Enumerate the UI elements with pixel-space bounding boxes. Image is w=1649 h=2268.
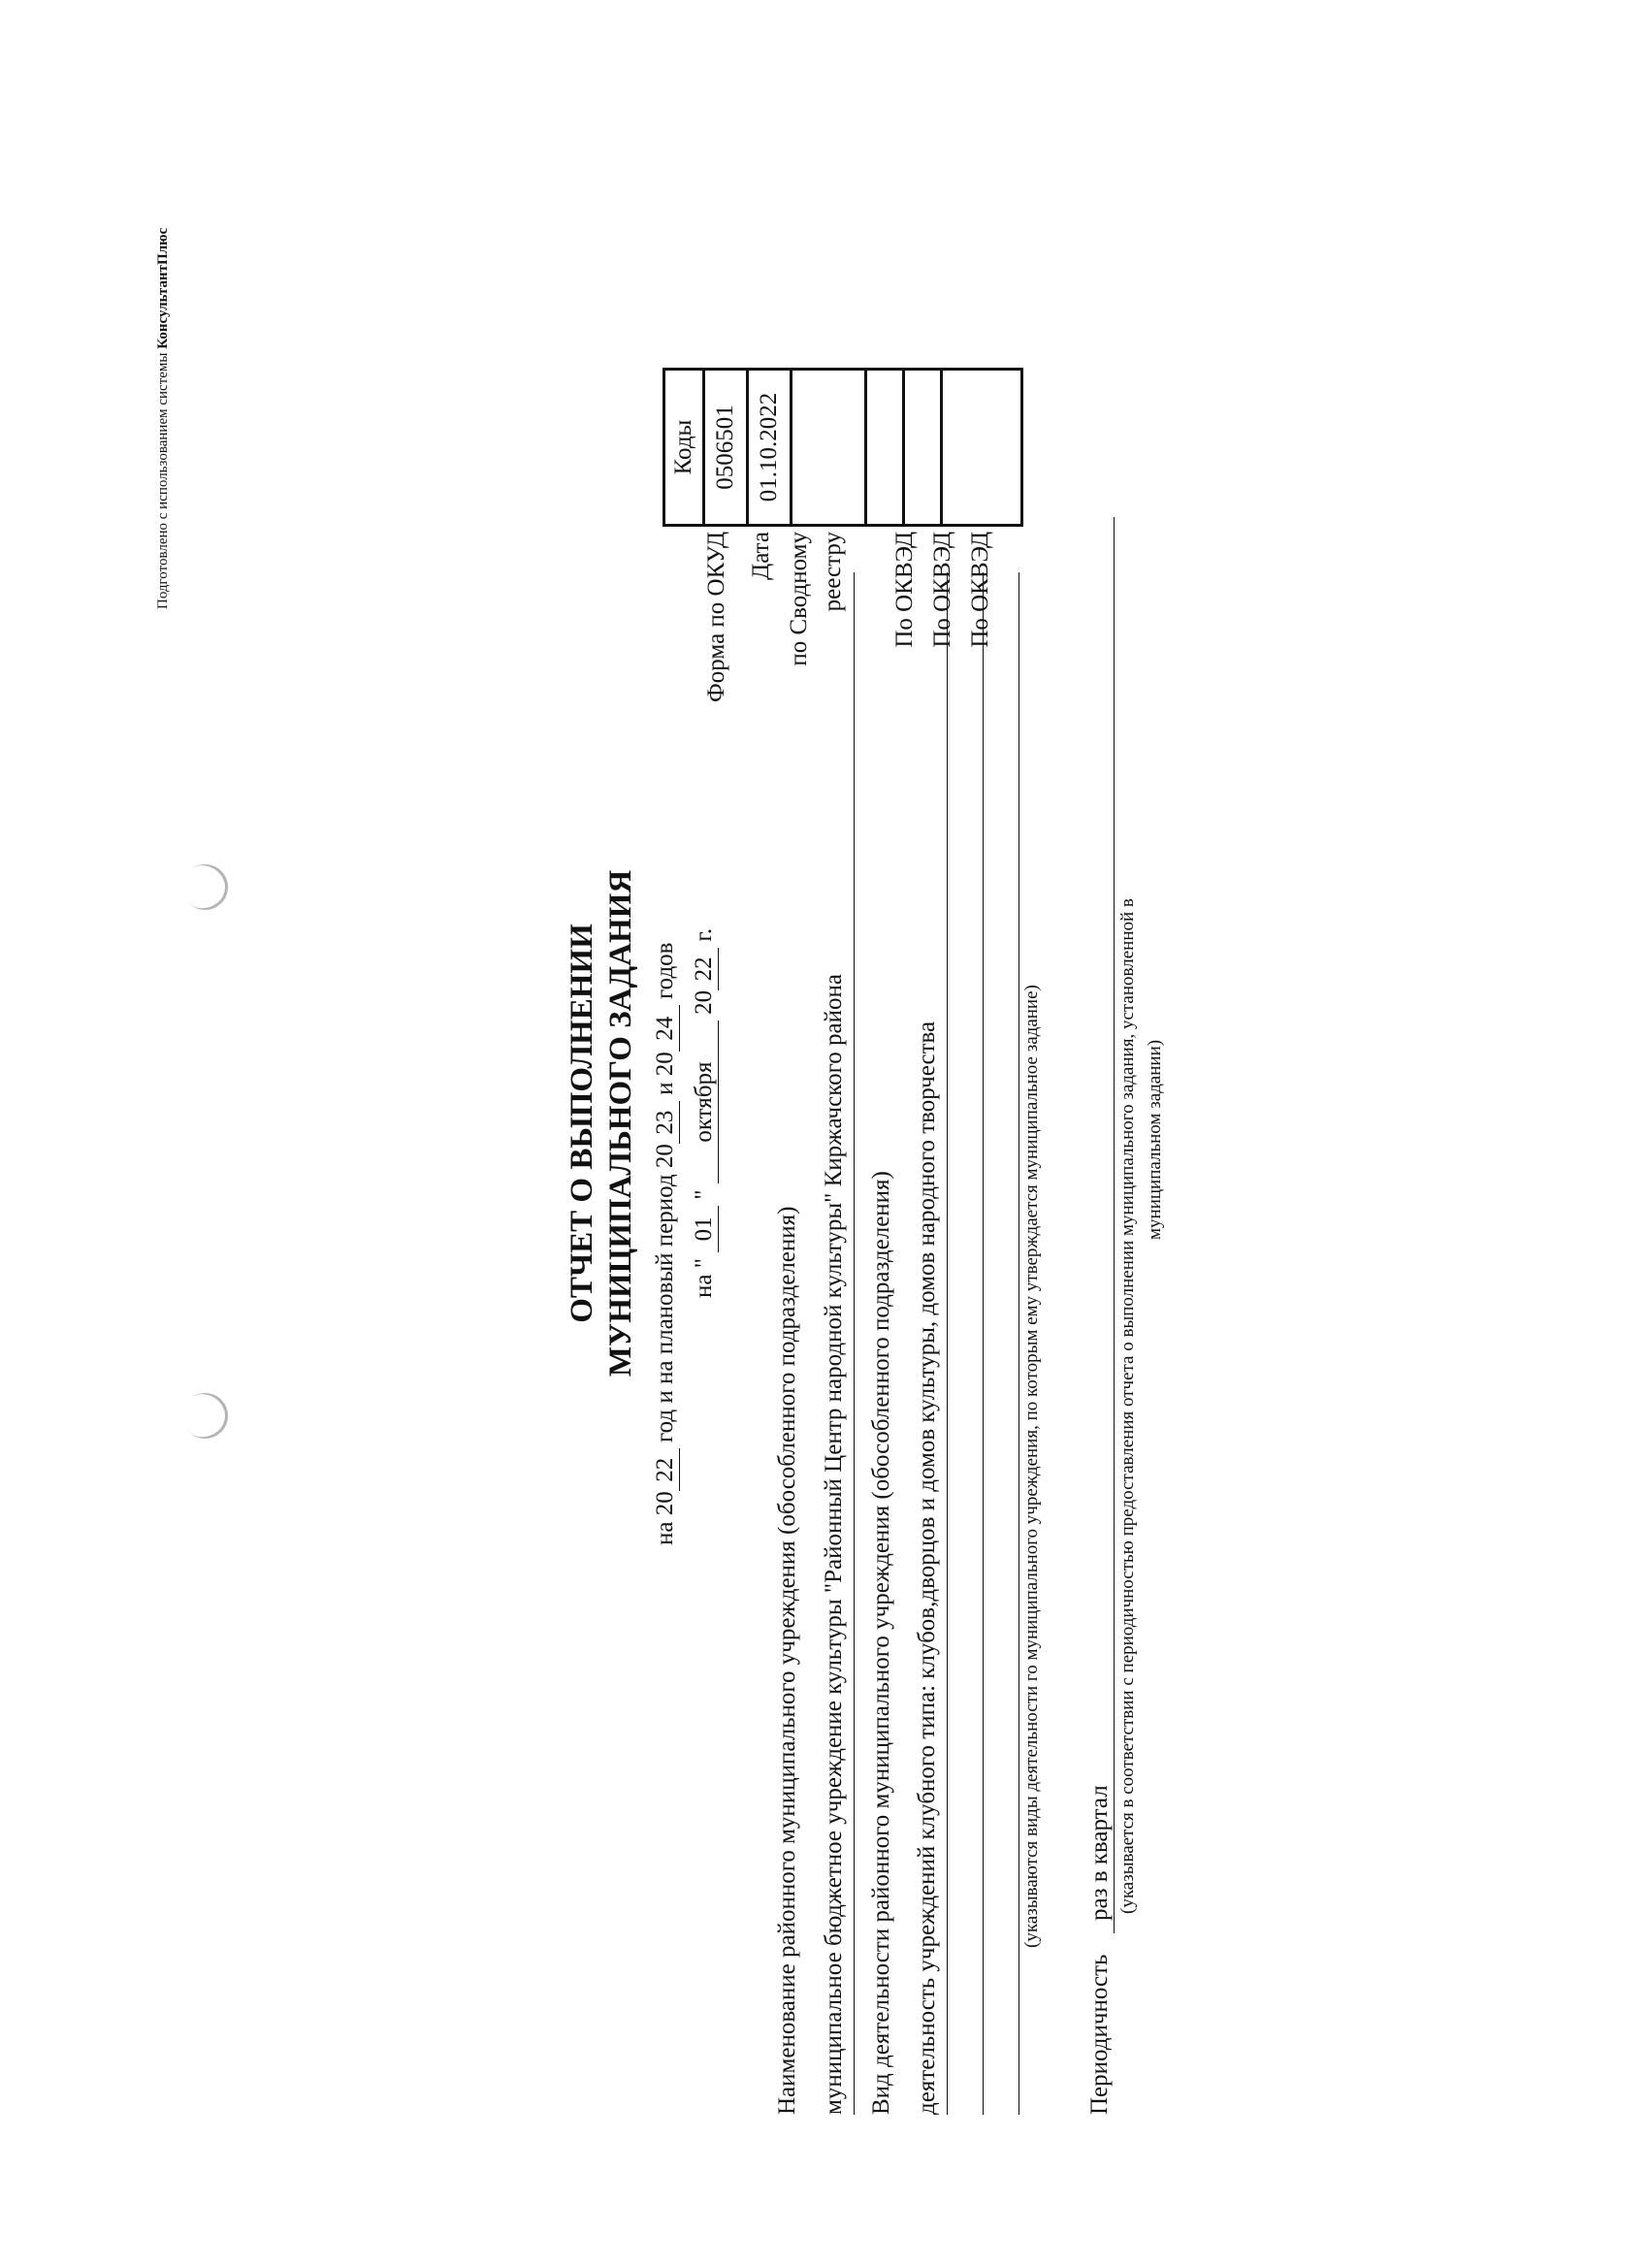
periodicity-value: раз в квартал bbox=[1086, 1785, 1113, 1921]
date-year-prefix: 20 bbox=[691, 989, 717, 1015]
codes-label-okved-3: По ОКВЭД bbox=[967, 532, 993, 648]
institution-underline bbox=[854, 572, 855, 2115]
codes-table bbox=[663, 368, 1023, 527]
activity-note: (указываются виды деятельности го муниципального учреждения, по которым ему утверждается муниципальное задание) bbox=[1021, 985, 1042, 1948]
period-year2: 23 bbox=[652, 1101, 680, 1144]
codes-value-date: 01.10.2022 bbox=[748, 370, 792, 526]
document-title-line2: МУНИЦИПАЛЬНОГО ЗАДАНИЯ bbox=[603, 869, 638, 1377]
codes-label-okud: Форма по ОКУД bbox=[703, 532, 729, 702]
periodicity-note-line2: муниципальном задании) bbox=[1145, 1039, 1165, 1240]
date-quote: " bbox=[691, 1189, 717, 1200]
activity-value: деятельность учреждений клубного типа: клубов,дворцов и домов культуры, домов народного творчества bbox=[914, 1021, 940, 2115]
consultant-brand: КонсультантПлюс bbox=[155, 227, 171, 349]
document-title-line1: ОТЧЕТ О ВЫПОЛНЕНИИ bbox=[565, 923, 599, 1323]
codes-value-okved-3 bbox=[942, 370, 1022, 526]
codes-value-okud: 0506501 bbox=[704, 370, 748, 526]
period-year3: 24 bbox=[652, 1005, 680, 1052]
date-suffix: г. bbox=[691, 927, 717, 942]
date-prefix: на " bbox=[691, 1258, 717, 1298]
codes-value-okved-1 bbox=[866, 370, 904, 526]
period-mid: год и на плановый период 20 bbox=[652, 1144, 678, 1443]
consultant-note-text: Подготовлено с использованием системы bbox=[155, 352, 171, 609]
institution-label: Наименование районного муниципального учреждения (обособленного подразделения) bbox=[774, 1206, 800, 2115]
period-prefix: на 20 bbox=[652, 1491, 678, 1545]
periodicity-note-line1: (указывается в соответствии с периодичностью предоставления отчета о выполнении муниципального задания, установленной в bbox=[1117, 898, 1138, 1914]
activity-underline-3 bbox=[1018, 572, 1019, 2115]
codes-label-date: Дата bbox=[748, 532, 774, 580]
codes-value-okved-2 bbox=[904, 370, 942, 526]
activity-underline-1 bbox=[947, 572, 948, 2115]
periodicity-underline bbox=[1114, 517, 1115, 1933]
codes-label-registry-1: по Сводному bbox=[786, 532, 812, 666]
punch-hole-mark-1 bbox=[173, 855, 237, 919]
activity-label: Вид деятельности районного муниципального учреждения (обособленного подразделения) bbox=[868, 1171, 894, 2115]
institution-value: муниципальное бюджетное учреждение культуры "Районный Центр народной культуры" Киржачского района bbox=[821, 974, 847, 2115]
codes-value-registry bbox=[792, 370, 866, 526]
period-line bbox=[652, 943, 680, 1545]
consultant-note bbox=[155, 228, 172, 609]
codes-label-okved-1: По ОКВЭД bbox=[891, 532, 918, 648]
periodicity-label: Периодичность bbox=[1086, 1954, 1113, 2115]
codes-header: Коды bbox=[664, 370, 704, 526]
codes-label-okved-2: По ОКВЭД bbox=[929, 532, 955, 648]
period-suffix: годов bbox=[652, 942, 678, 999]
period-year: 22 bbox=[652, 1448, 680, 1491]
date-line bbox=[691, 928, 719, 1298]
date-year: 22 bbox=[691, 948, 719, 990]
date-day: 01 bbox=[691, 1206, 719, 1252]
activity-underline-2 bbox=[983, 572, 984, 2115]
period-and: и 20 bbox=[652, 1052, 678, 1095]
codes-label-registry-2: реестру bbox=[820, 532, 846, 612]
date-month: октября bbox=[691, 1021, 719, 1183]
punch-hole-mark-2 bbox=[173, 1383, 237, 1447]
